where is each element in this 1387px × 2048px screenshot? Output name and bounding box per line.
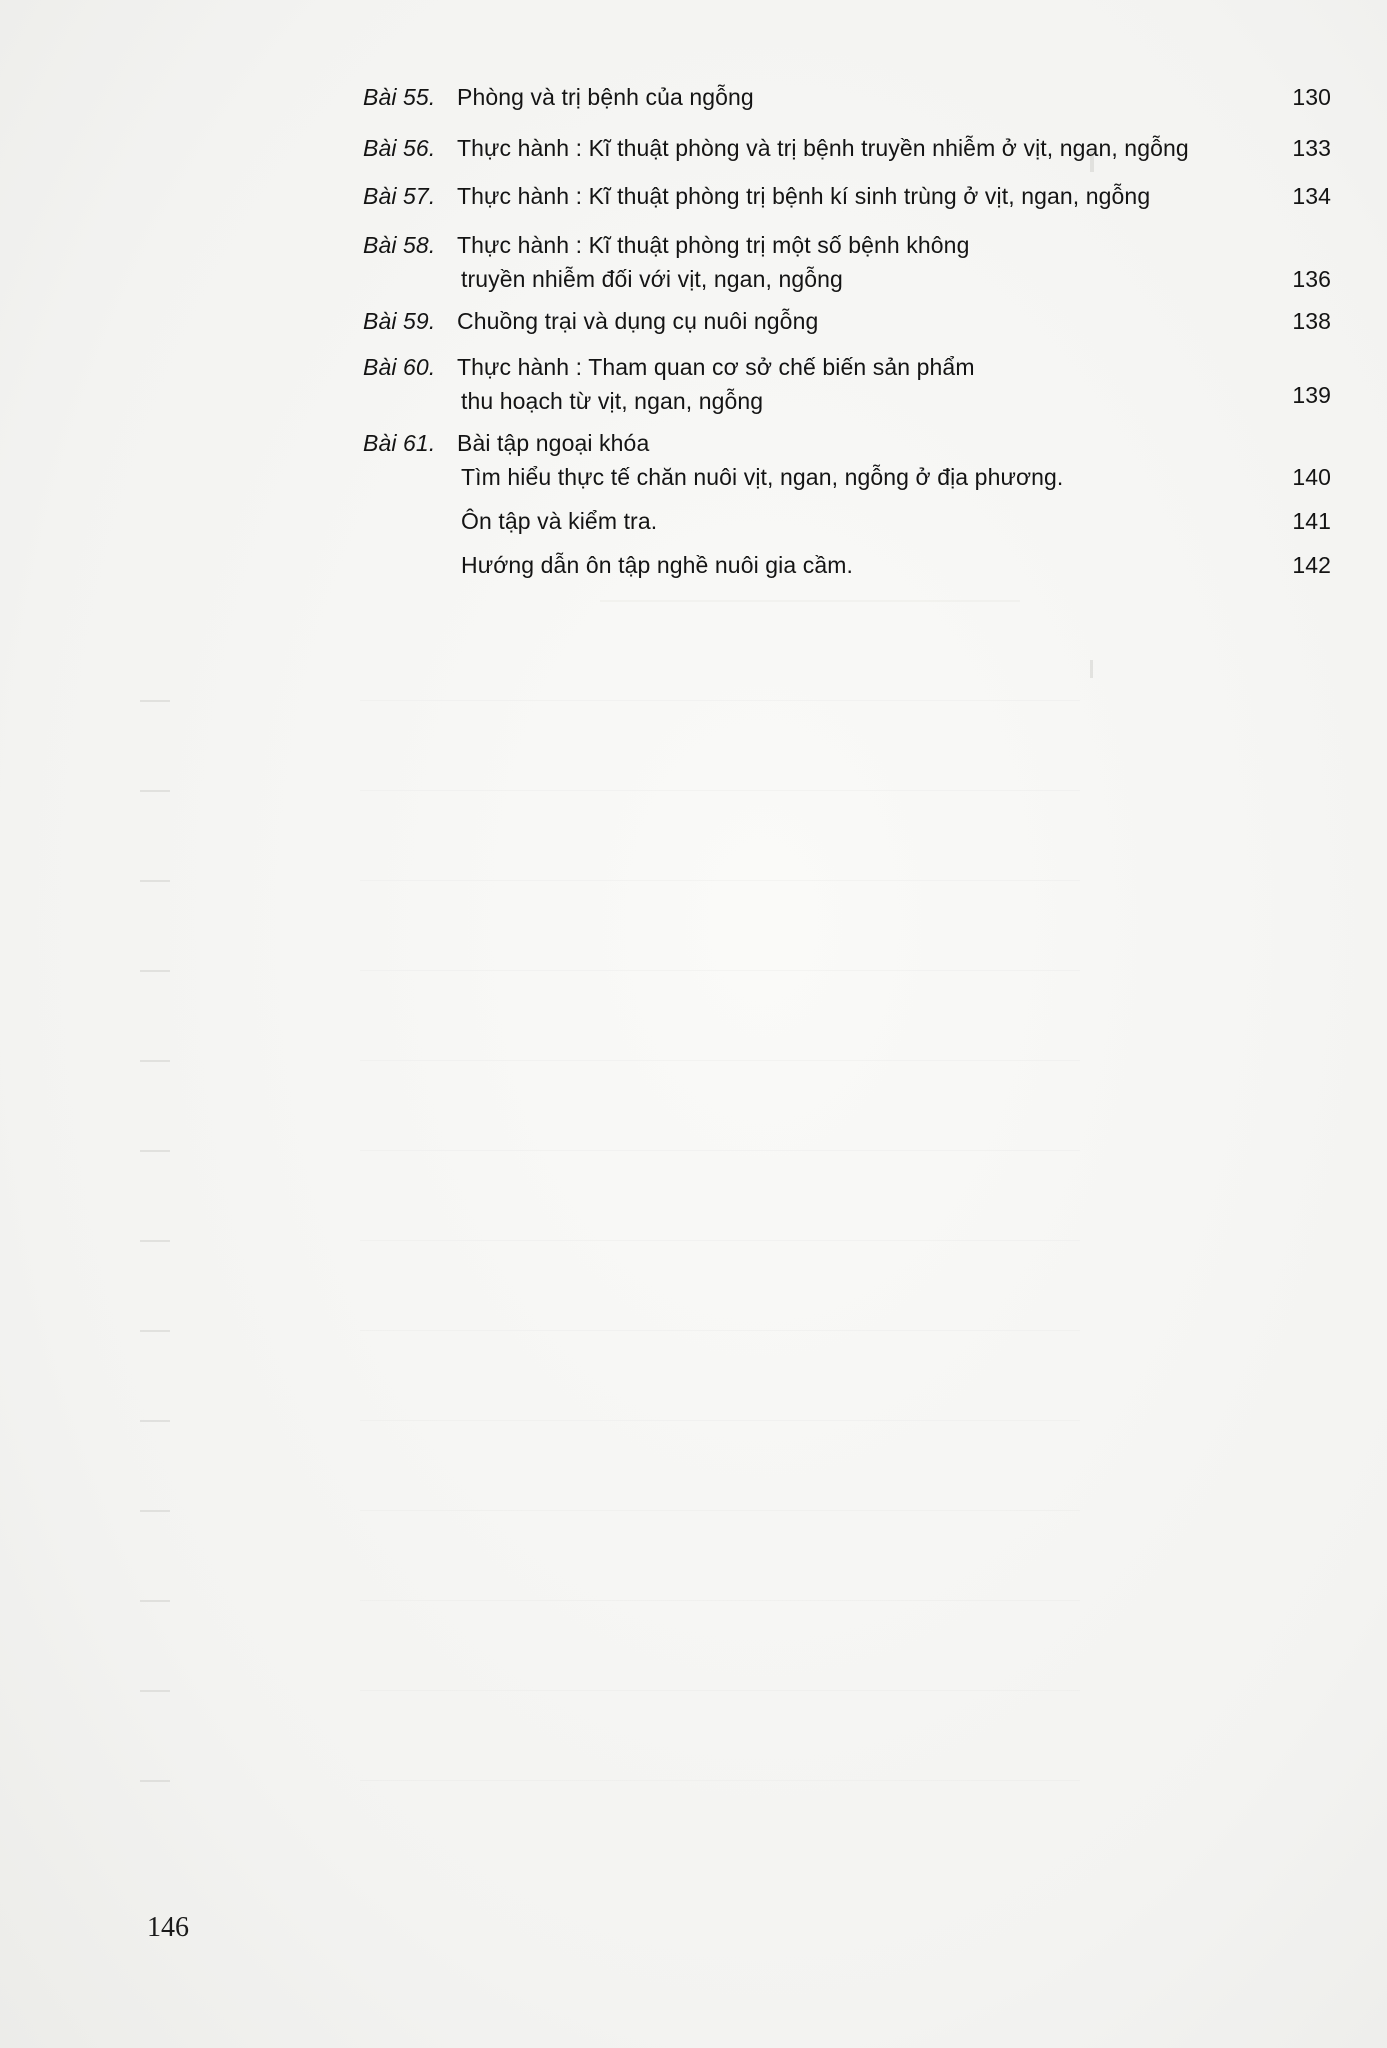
- page-ref: 133: [1292, 135, 1331, 161]
- lesson-number: Bài 57.: [363, 183, 436, 209]
- toc-entry: [363, 504, 1331, 538]
- lesson-title-continued: truyền nhiễm đối với vịt, ngan, ngỗng: [461, 266, 843, 292]
- lesson-title: Bài tập ngoại khóa: [457, 430, 650, 456]
- lesson-title: Ôn tập và kiểm tra.: [461, 508, 658, 534]
- lesson-title: Chuồng trại và dụng cụ nuôi ngỗng: [457, 308, 819, 334]
- lesson-title: Thực hành : Kĩ thuật phòng trị bệnh kí sinh trùng ở vịt, ngan, ngỗng: [457, 183, 1151, 209]
- toc-entry: [363, 80, 1331, 114]
- page-ref: 140: [1292, 464, 1331, 490]
- lesson-number: Bài 56.: [363, 135, 436, 161]
- toc-entry: [363, 548, 1331, 582]
- lesson-title-continued: Tìm hiểu thực tế chăn nuôi vịt, ngan, ngỗng ở địa phương.: [461, 464, 1064, 490]
- lesson-title: Phòng và trị bệnh của ngỗng: [457, 84, 754, 110]
- toc-entry: [363, 131, 1331, 165]
- table-of-contents: [363, 80, 1331, 582]
- toc-entry: [363, 304, 1331, 338]
- page-ref: 134: [1292, 183, 1331, 209]
- page-number: 146: [147, 1912, 189, 1943]
- toc-entry: [363, 228, 1331, 296]
- lesson-title-continued: thu hoạch từ vịt, ngan, ngỗng: [461, 388, 764, 414]
- lesson-title: Hướng dẫn ôn tập nghề nuôi gia cầm.: [461, 552, 854, 578]
- lesson-number: Bài 55.: [363, 84, 436, 110]
- toc-entry: [363, 179, 1331, 213]
- lesson-title: Thực hành : Kĩ thuật phòng và trị bệnh truyền nhiễm ở vịt, ngan, ngỗng: [457, 135, 1189, 161]
- lesson-number: Bài 60.: [363, 354, 436, 380]
- page-ref: 136: [1292, 266, 1331, 292]
- lesson-title: Thực hành : Tham quan cơ sở chế biến sản phẩm: [457, 354, 975, 380]
- page-ref: 139: [1292, 382, 1331, 408]
- page-ref: 138: [1292, 308, 1331, 334]
- toc-entry: [363, 426, 1331, 494]
- lesson-number: Bài 59.: [363, 308, 436, 334]
- page-ref: 130: [1292, 84, 1331, 110]
- page-ref: 141: [1292, 508, 1331, 534]
- lesson-number: Bài 58.: [363, 232, 436, 258]
- page-ref: 142: [1292, 552, 1331, 578]
- lesson-title: Thực hành : Kĩ thuật phòng trị một số bệnh không: [457, 232, 970, 258]
- toc-entry: [363, 350, 1331, 418]
- lesson-number: Bài 61.: [363, 430, 436, 456]
